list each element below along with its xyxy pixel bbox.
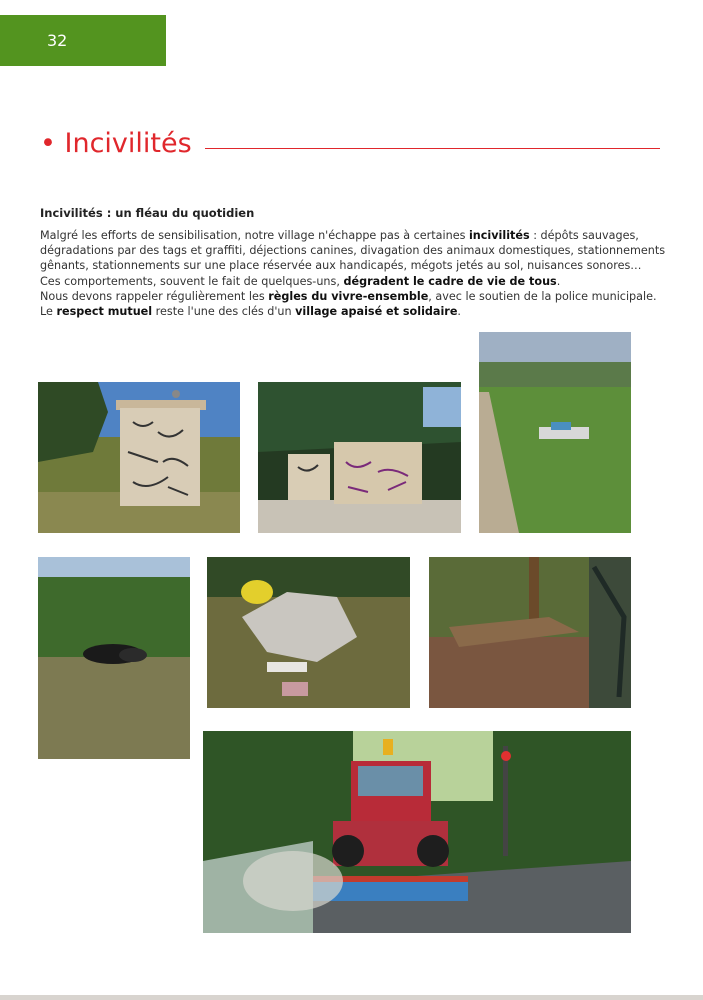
photo-construction-rubble (207, 557, 410, 708)
photo-tagged-cabinets (258, 382, 461, 533)
photo-dumped-waste-field (479, 332, 631, 533)
paragraph-2: Ces comportements, souvent le fait de quelques-uns, dégradent le cadre de vie de tous. (40, 274, 561, 288)
page-number: 32 (47, 31, 68, 50)
photo-debris-branches (429, 557, 631, 708)
paragraph-3: Nous devons rappeler régulièrement les règles du vivre-ensemble, avec le soutien de la police municipale. (40, 289, 657, 303)
article-body (40, 228, 680, 319)
photo-black-bags (38, 557, 190, 759)
page-number-tab (0, 15, 166, 66)
title-divider (205, 148, 660, 149)
section-title: • Incivilités (40, 128, 192, 159)
paragraph-1: Malgré les efforts de sensibilisation, notre village n'échappe pas à certaines incivilités : dépôts sauvages, dégradations par des tags et graffiti, déjections canines, divagation des animaux domestiques, stationnements gênants, stationnements sur une place réservée aux handicapés, mégots jetés au sol, nuisances sonores… (40, 229, 666, 273)
paragraph-4: Le respect mutuel reste l'une des clés d'un village apaisé et solidaire. (40, 305, 461, 319)
article-heading: Incivilités : un fléau du quotidien (40, 206, 255, 220)
photo-tagged-hut (38, 382, 240, 533)
photo-tractor-road (203, 731, 631, 933)
page-bottom-strip (0, 995, 703, 1000)
